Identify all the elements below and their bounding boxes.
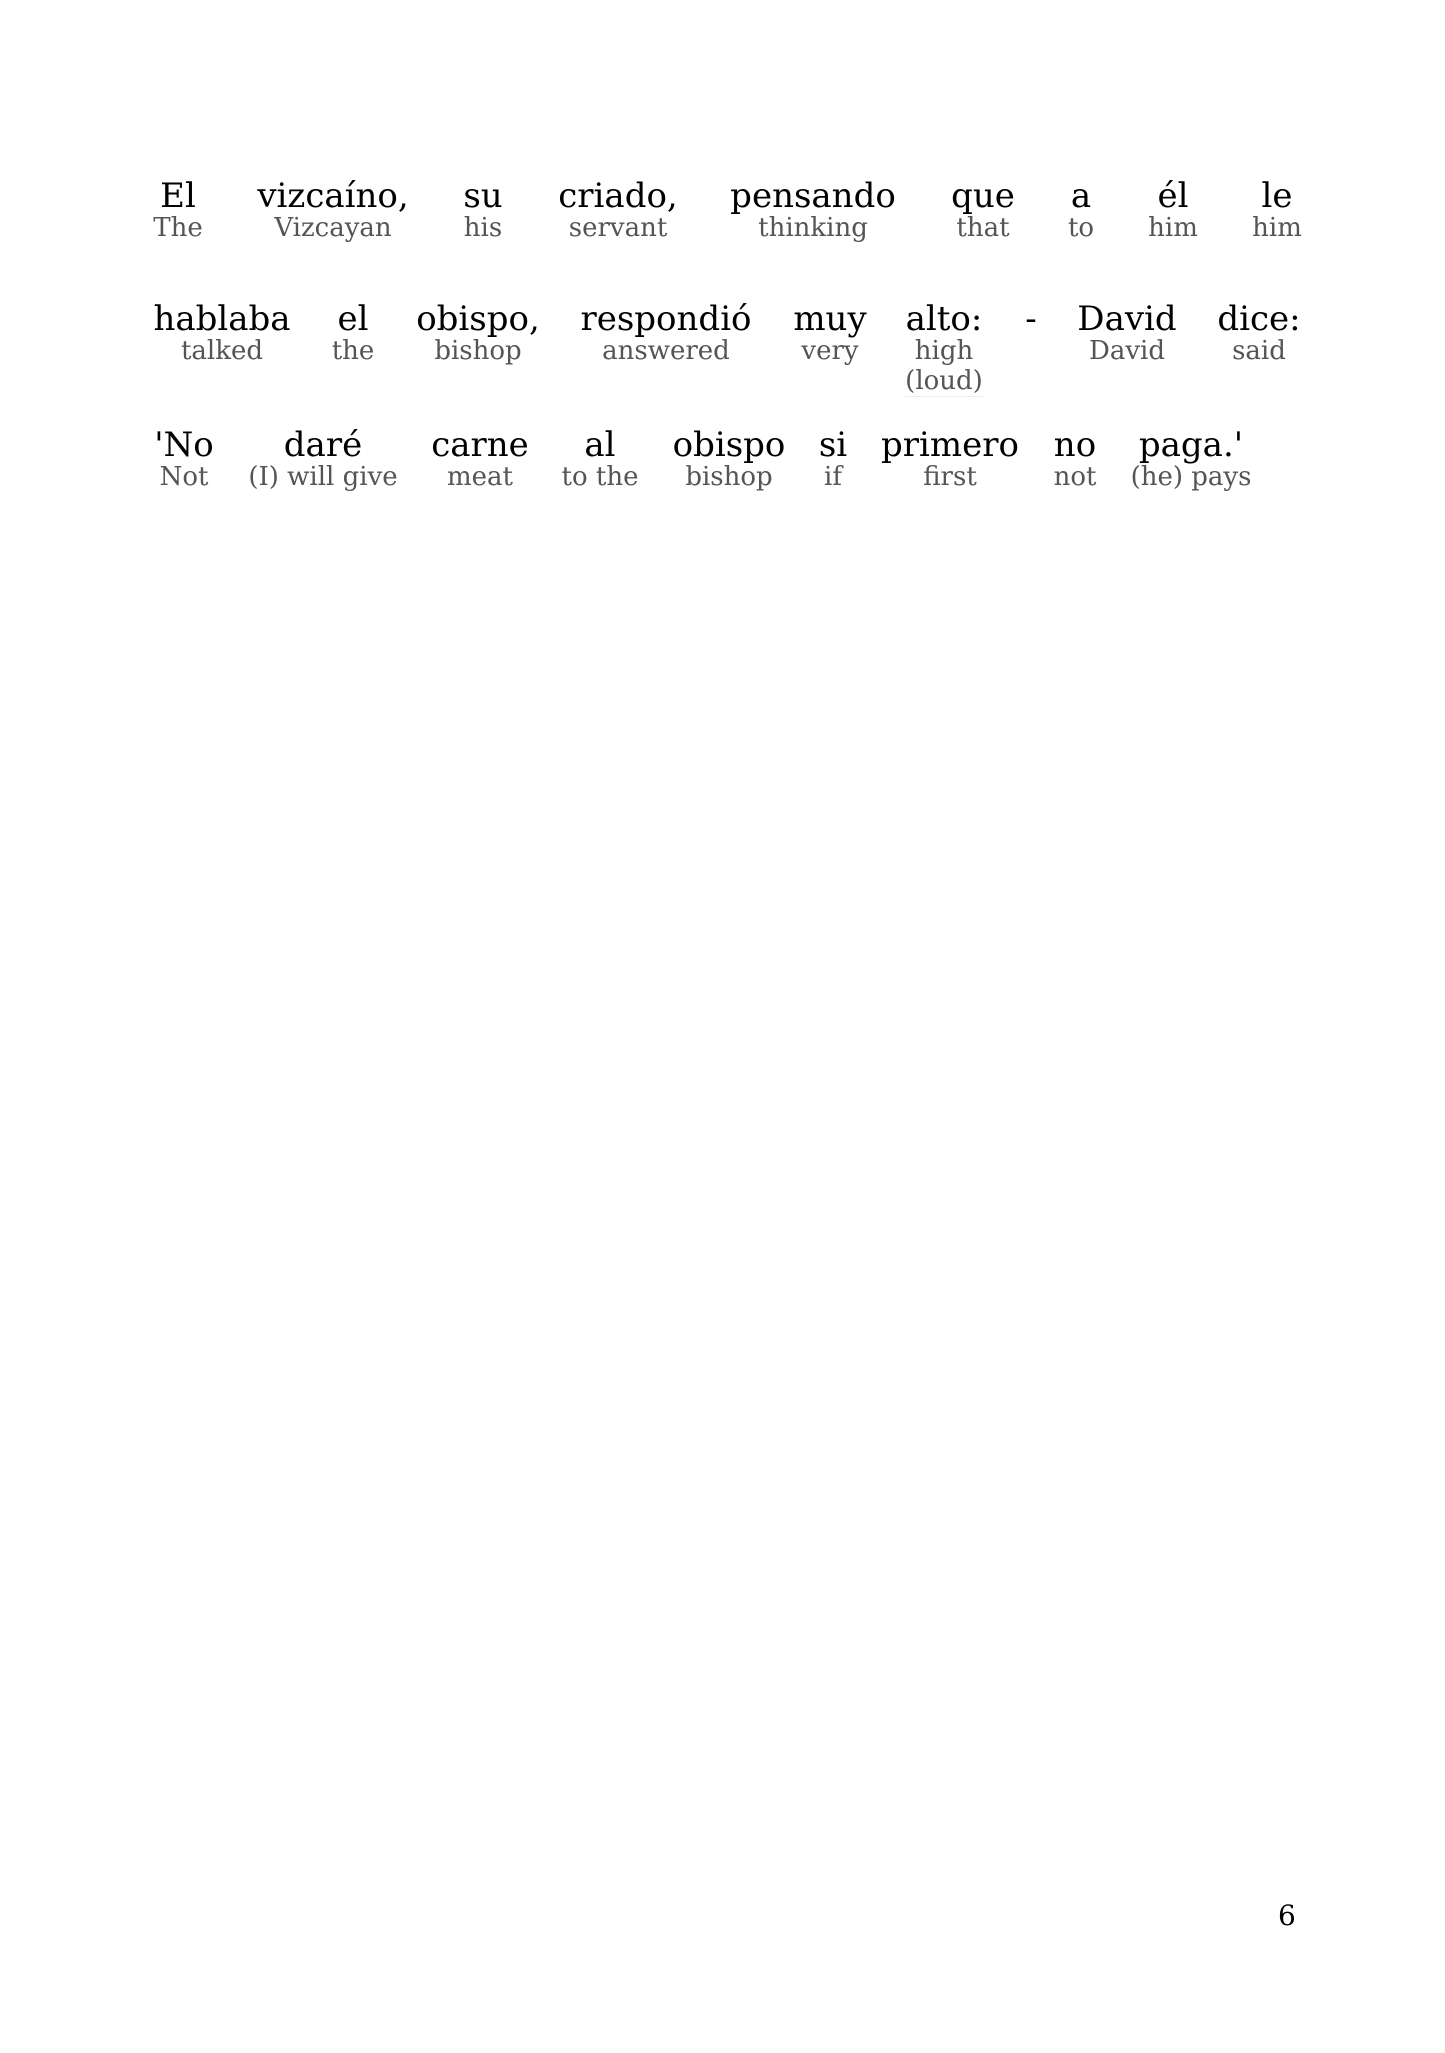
word-dash: [1025, 299, 1037, 339]
source-word: criado,: [558, 176, 678, 216]
word-respondio: [580, 299, 751, 366]
source-word: paga.': [1138, 425, 1244, 465]
gloss-word: to: [1067, 213, 1095, 243]
word-alto: [905, 299, 983, 397]
gloss-word: if: [824, 462, 842, 492]
source-word: si: [818, 425, 848, 465]
source-word: David: [1077, 299, 1177, 339]
interlinear-line-3: [148, 425, 1308, 555]
gloss-word: to the: [561, 462, 639, 492]
gloss-word: bishop: [434, 336, 522, 366]
source-word: El: [160, 176, 196, 216]
source-word: obispo,: [416, 299, 540, 339]
gloss-word: high: [914, 336, 974, 366]
source-word: pensando: [730, 176, 896, 216]
word-al: [562, 425, 639, 492]
word-no-2: [1054, 425, 1097, 492]
word-obispo: [673, 425, 786, 492]
word-su: [463, 176, 502, 243]
gloss-word: bishop: [685, 462, 773, 492]
word-david: [1077, 299, 1176, 366]
word-el-pronoun: [1148, 176, 1198, 243]
source-word: dice:: [1217, 299, 1301, 339]
page-number: 6: [1278, 1899, 1296, 1932]
word-carne: [431, 425, 529, 492]
interlinear-line-2: [148, 299, 1308, 429]
gloss-word: The: [153, 213, 203, 243]
gloss-word: not: [1053, 462, 1097, 492]
gloss-word: answered: [602, 336, 730, 366]
source-word: carne: [431, 425, 529, 465]
gloss-word: (I) will give: [248, 462, 398, 492]
source-word: le: [1261, 176, 1293, 216]
word-pensando: [730, 176, 896, 243]
word-paga: [1131, 425, 1252, 492]
source-word: obispo: [672, 425, 786, 465]
gloss-word: him: [1252, 213, 1302, 243]
source-word: -: [1025, 299, 1037, 339]
gloss-word: Not: [159, 462, 209, 492]
word-obispo: [416, 299, 540, 366]
gloss-word: him: [1148, 213, 1198, 243]
gloss-word: the: [331, 336, 375, 366]
source-word: no: [1053, 425, 1097, 465]
gloss-word: (he) pays: [1130, 462, 1252, 492]
gloss-word: David: [1088, 336, 1165, 366]
word-primero: [881, 425, 1019, 492]
word-hablaba: [153, 299, 290, 366]
gloss-word: very: [801, 336, 859, 366]
gloss-word: talked: [180, 336, 264, 366]
gloss-word-continuation: (loud): [905, 366, 983, 396]
word-si: [819, 425, 847, 492]
word-que: [951, 176, 1015, 243]
gloss-word: meat: [447, 462, 513, 492]
gloss-word: his: [463, 213, 503, 243]
source-word: hablaba: [153, 299, 291, 339]
word-el: [153, 176, 202, 243]
word-el: [332, 299, 375, 366]
gloss-word: servant: [568, 213, 668, 243]
source-word: vizcaíno,: [257, 176, 409, 216]
word-a: [1068, 176, 1094, 243]
word-no: [154, 425, 214, 492]
gloss-word: Vizcayan: [274, 213, 392, 243]
word-le: [1252, 176, 1302, 243]
word-dice: [1217, 299, 1300, 366]
gloss-word: that: [956, 213, 1010, 243]
source-word: alto:: [905, 299, 983, 339]
word-vizcaino: [257, 176, 408, 243]
word-criado: [558, 176, 677, 243]
gloss-word: first: [923, 462, 977, 492]
source-word: muy: [793, 299, 867, 339]
source-word: al: [584, 425, 616, 465]
source-word: 'No: [154, 425, 214, 465]
gloss-word: thinking: [758, 213, 868, 243]
source-word: que: [951, 176, 1015, 216]
source-word: a: [1070, 176, 1092, 216]
source-word: su: [463, 176, 503, 216]
interlinear-line-1: [148, 176, 1308, 306]
source-word: el: [337, 299, 369, 339]
word-dare: [248, 425, 397, 492]
source-word: primero: [881, 425, 1019, 465]
gloss-word: said: [1232, 336, 1286, 366]
source-word: él: [1157, 176, 1189, 216]
source-word: daré: [283, 425, 363, 465]
word-muy: [793, 299, 866, 366]
source-word: respondió: [580, 299, 752, 339]
